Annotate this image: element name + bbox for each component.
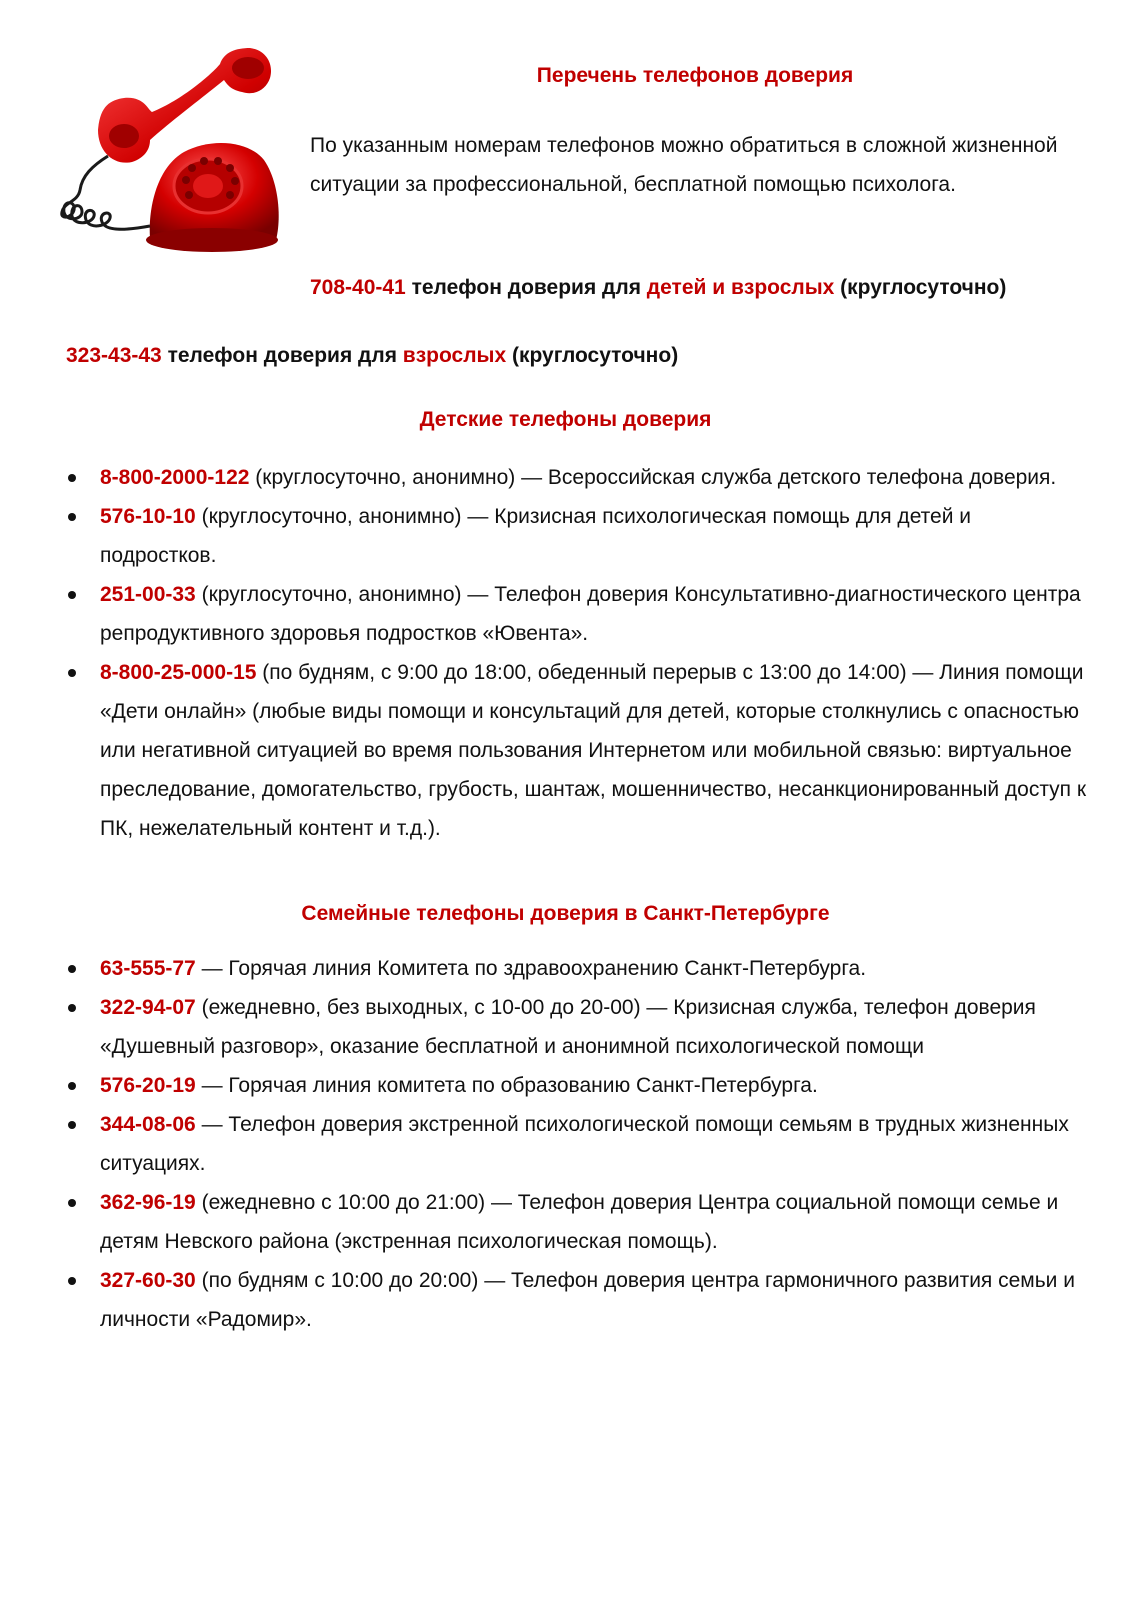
hotline-hours: (круглосуточно) — [834, 276, 1007, 299]
phone-number: 576-20-19 — [100, 1074, 196, 1097]
item-description: — Горячая линия Комитета по здравоохранению Санкт-Петербурга. — [195, 957, 867, 980]
phone-number: 251-00-33 — [100, 583, 196, 606]
bullet-icon — [68, 965, 76, 973]
bullet-icon — [68, 1082, 76, 1090]
item-description: (по будням, с 9:00 до 18:00, обеденный перерыв с 13:00 до 14:00) — Линия помощи «Дети онлайн» (любые виды помощи и консультаций для детей, которые столкнулись с опасностью или негативной ситуацией во время пользования Интернетом или мобильной связью: виртуальное преследование, домогательство, грубость, шантаж, мошенничество, несанкционированный доступ к ПК, нежелательный контент и т.д.). — [100, 661, 1087, 840]
item-description: (по будням с 10:00 до 20:00) — Телефон доверия центра гармоничного развития семьи и личности «Радомир». — [100, 1269, 1075, 1331]
list-item — [100, 575, 1090, 653]
item-description: — Телефон доверия экстренной психологической помощи семьям в трудных жизненных ситуациях. — [100, 1113, 1069, 1175]
list-item — [100, 458, 1090, 497]
family-section-heading: Семейные телефоны доверия в Санкт-Петербурге — [301, 902, 830, 925]
phone-number: 576-10-10 — [100, 505, 196, 528]
intro-paragraph: По указанным номерам телефонов можно обратиться в сложной жизненной ситуации за профессиональной, бесплатной помощью психолога. — [310, 134, 1058, 196]
phone-number: 8-800-25-000-15 — [100, 661, 257, 684]
phone-number: 8-800-2000-122 — [100, 466, 250, 489]
phone-number: 344-08-06 — [100, 1113, 196, 1136]
list-item — [100, 1183, 1090, 1261]
list-item — [100, 1066, 1090, 1105]
main-hotline-2 — [66, 344, 678, 368]
hotline-text: телефон доверия для — [161, 344, 403, 367]
bullet-icon — [68, 1121, 76, 1129]
list-item — [100, 949, 1090, 988]
page-title: Перечень телефонов доверия — [536, 64, 854, 87]
item-description: — Горячая линия комитета по образованию Санкт-Петербурга. — [195, 1074, 818, 1097]
bullet-icon — [68, 1199, 76, 1207]
phone-number: 322-94-07 — [100, 996, 196, 1019]
item-description: (круглосуточно, анонимно) — Всероссийская служба детского телефона доверия. — [249, 466, 1057, 489]
list-item — [100, 653, 1090, 848]
item-description: (круглосуточно, анонимно) — Телефон доверия Консультативно-диагностического центра репродуктивного здоровья подростков «Ювента». — [100, 583, 1081, 645]
phone-number: 708-40-41 — [310, 276, 406, 299]
family-hotline-list — [100, 949, 1090, 1339]
bullet-icon — [68, 1004, 76, 1012]
bullet-icon — [68, 669, 76, 677]
item-description: (круглосуточно, анонимно) — Кризисная психологическая помощь для детей и подростков. — [100, 505, 972, 567]
hotline-text: телефон доверия для — [405, 276, 647, 299]
phone-number: 323-43-43 — [66, 344, 162, 367]
list-item — [100, 497, 1090, 575]
phone-number: 327-60-30 — [100, 1269, 196, 1292]
bullet-icon — [68, 513, 76, 521]
phone-number: 362-96-19 — [100, 1191, 196, 1214]
list-item — [100, 1261, 1090, 1339]
children-hotline-list — [100, 458, 1090, 848]
red-telephone-icon — [52, 40, 292, 258]
bullet-icon — [68, 591, 76, 599]
item-description: (ежедневно, без выходных, с 10-00 до 20-00) — Кризисная служба, телефон доверия «Душевный разговор», оказание бесплатной и анонимной психологической помощи — [100, 996, 1036, 1058]
item-description: (ежедневно с 10:00 до 21:00) — Телефон доверия Центра социальной помощи семье и детям Невского района (экстренная психологическая помощь). — [100, 1191, 1059, 1253]
hotline-audience: взрослых — [402, 344, 507, 367]
bullet-icon — [68, 474, 76, 482]
phone-number: 63-555-77 — [100, 957, 196, 980]
bullet-icon — [68, 1277, 76, 1285]
hotline-audience: детей и взрослых — [646, 276, 835, 299]
children-section-heading: Детские телефоны доверия — [419, 408, 712, 431]
main-hotline-1 — [310, 276, 1006, 300]
list-item — [100, 1105, 1090, 1183]
list-item — [100, 988, 1090, 1066]
hotline-hours: (круглосуточно) — [506, 344, 679, 367]
